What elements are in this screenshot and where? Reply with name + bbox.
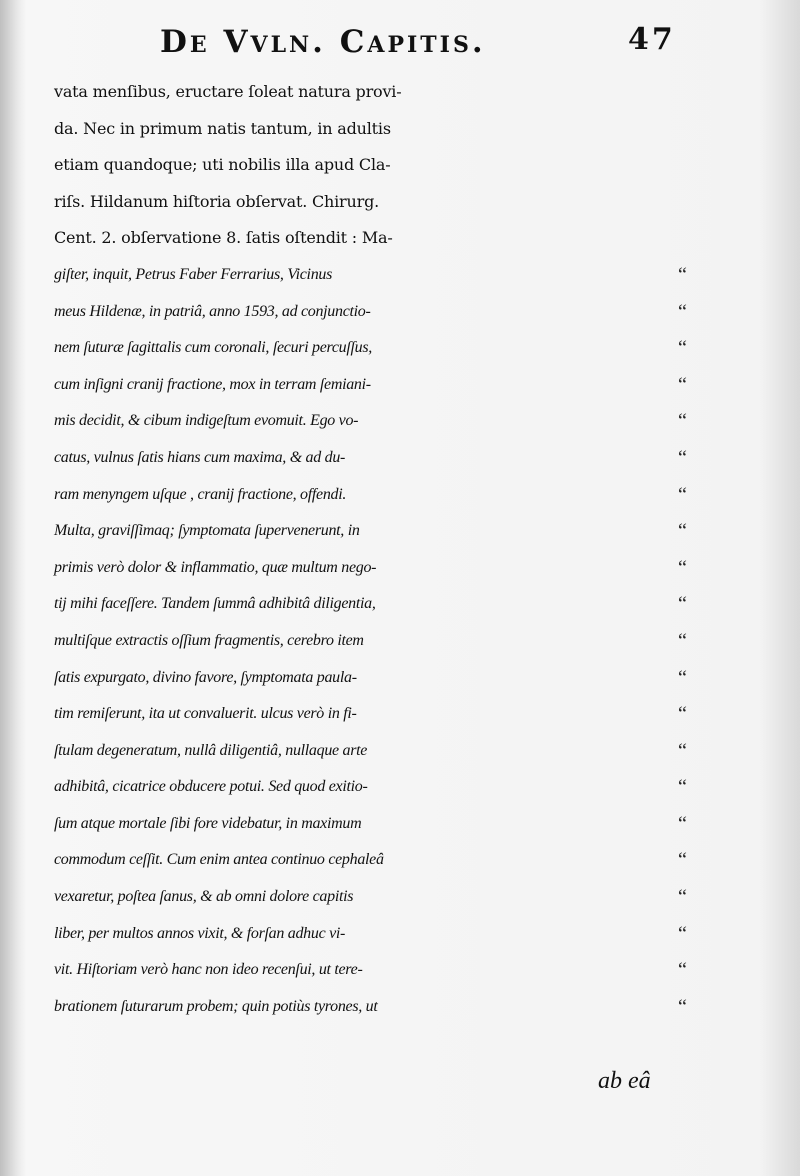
quotation-mark: “ xyxy=(678,703,687,726)
catchword: ab eâ xyxy=(598,1068,651,1094)
running-head: De Vvln. Capitis. xyxy=(160,24,486,60)
text-line: commodum ceſſit. Cum enim antea continuo cephaleâ xyxy=(54,851,384,869)
quotation-mark: “ xyxy=(678,995,687,1018)
text-line: giſter, inquit, Petrus Faber Ferrarius, Vicinus xyxy=(54,265,333,283)
text-line: ſatis expurgato, divino favore, ſymptomata paula- xyxy=(54,668,357,686)
quotation-mark: “ xyxy=(678,446,687,469)
text-line: ſum atque mortale ſibi fore videbatur, in maximum xyxy=(54,814,362,832)
quotation-mark: “ xyxy=(678,263,687,286)
text-line: vata menſibus, eructare ſoleat natura provi- xyxy=(54,82,402,101)
quotation-mark: “ xyxy=(678,666,687,689)
text-line: brationem ſuturarum probem; quin potiùs tyrones, ut xyxy=(54,997,378,1015)
quote-spacer xyxy=(678,184,718,221)
quote-spacer xyxy=(678,111,718,148)
text-line: liber, per multos annos vixit, & forſan adhuc vi- xyxy=(54,924,346,942)
text-line: tij mihi faceſſere. Tandem ſummâ adhibitâ diligentia, xyxy=(54,595,376,613)
page-number: 47 xyxy=(628,22,676,57)
quotation-mark: “ xyxy=(678,373,687,396)
text-line: ram menyngem uſque , cranij fractione, offendi. xyxy=(54,485,347,503)
text-line: catus, vulnus ſatis hians cum maxima, & ad du- xyxy=(54,448,346,466)
quotation-mark: “ xyxy=(678,337,687,360)
text-line: adhibitâ, cicatrice obducere potui. Sed quod exitio- xyxy=(54,778,368,796)
quotation-mark: “ xyxy=(678,483,687,506)
quote-spacer xyxy=(678,220,718,257)
body-text xyxy=(54,74,678,1025)
quotation-mark: “ xyxy=(678,776,687,799)
quotation-mark: “ xyxy=(678,886,687,909)
text-line: riſs. Hildanum hiſtoria obſervat. Chirurg. xyxy=(54,191,379,211)
quotation-mark: “ xyxy=(678,300,687,323)
quotation-mark: “ xyxy=(678,593,687,616)
page-header xyxy=(160,22,676,64)
quotation-mark: “ xyxy=(678,520,687,543)
text-line: nem ſuturæ ſagittalis cum coronali, ſecuri percuſſus, xyxy=(54,339,372,357)
quote-spacer xyxy=(678,147,718,184)
text-line: ſtulam degeneratum, nullâ diligentiâ, nullaque arte xyxy=(54,741,368,759)
quotation-mark: “ xyxy=(678,629,687,652)
text-line: Cent. 2. obſervatione 8. ſatis oſtendit : Ma- xyxy=(54,228,393,248)
text-line: vit. Hiſtoriam verò hanc non ideo recenſui, ut tere- xyxy=(54,961,363,979)
text-line: vexaretur, poſtea ſanus, & ab omni dolore capitis xyxy=(54,888,354,906)
text-line: meus Hildenæ, in patriâ, anno 1593, ad conjunctio- xyxy=(54,302,371,320)
quote-spacer xyxy=(678,74,718,111)
text-line: mis decidit, & cibum indigeſtum evomuit. Ego vo- xyxy=(54,412,359,430)
text-line: cum inſigni cranij fractione, mox in terram ſemiani- xyxy=(54,375,371,393)
text-line: primis verò dolor & inflammatio, quæ multum nego- xyxy=(54,558,377,576)
quotation-mark: “ xyxy=(678,812,687,835)
quotation-mark: “ xyxy=(678,959,687,982)
binding-shadow xyxy=(0,0,26,1176)
quotation-mark: “ xyxy=(678,922,687,945)
quotation-mark: “ xyxy=(678,556,687,579)
quotation-mark: “ xyxy=(678,849,687,872)
quotation-mark: “ xyxy=(678,739,687,762)
text-line: etiam quandoque; uti nobilis illa apud Cla- xyxy=(54,155,391,175)
text-line: tim remiſerunt, ita ut convaluerit. ulcus verò in fi- xyxy=(54,705,357,723)
text-line: multiſque extractis oſſium fragmentis, cerebro item xyxy=(54,631,364,649)
text-line: Multa, graviſſimaq; ſymptomata ſupervenerunt, in xyxy=(54,522,360,540)
text-line: da. Nec in primum natis tantum, in adultis xyxy=(54,118,391,138)
quotation-marks-column xyxy=(678,74,718,1025)
quotation-mark: “ xyxy=(678,410,687,433)
